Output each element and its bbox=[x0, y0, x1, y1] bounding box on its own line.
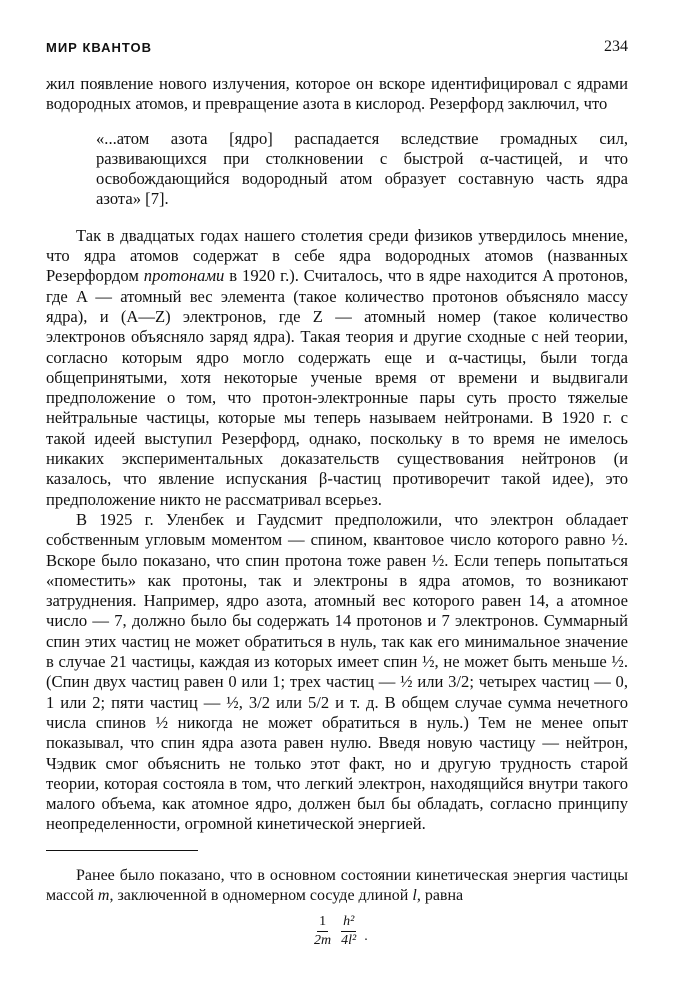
fraction-h2-over-4l2 bbox=[339, 914, 358, 949]
block-quote: «...атом азота [ядро] распадается вследствие громадных сил, развивающихся при столкновении с быстрой α-частицей, и что освобождающийся водородный атом образует составную часть ядра азота» [7]. bbox=[96, 128, 628, 209]
emphasis-protons: протонами bbox=[143, 266, 225, 286]
main-text bbox=[46, 74, 628, 835]
fraction-numerator: 1 bbox=[317, 914, 328, 932]
fraction-denominator: 4l² bbox=[341, 933, 357, 948]
formula-end-dot: . bbox=[364, 928, 368, 944]
kinetic-energy-formula bbox=[312, 914, 368, 949]
footnote-text bbox=[46, 866, 628, 907]
paragraph-protons-start: Так в двадцатых годах нашего столетия среди физиков утвердилось мнение, что ядра атомов содержат в себе ядра водородных атомов (названных Резерфордом bbox=[46, 225, 628, 286]
footnote-text-b: , заключенной в одномерном сосуде длиной bbox=[109, 887, 413, 905]
footnote bbox=[46, 866, 628, 907]
footnote-divider bbox=[46, 850, 198, 851]
paragraph-protons bbox=[46, 226, 628, 510]
fraction-denominator: 2m bbox=[314, 933, 332, 948]
fraction-one-over-2m bbox=[312, 914, 333, 949]
paragraph-spin: В 1925 г. Уленбек и Гаудсмит предположили, что электрон обладает собственным угловым моментом — спином, квантовое число которого равно ½. Вскоре было показано, что спин протона тоже равен ½. Если теперь попытаться «поместить» как протоны, так и электроны в ядра атомов, то возникают затруднения. Например, ядро азота, атомный вес которого равен 14, а атомное число — 7, должно было бы содержать 14 протонов и 7 электронов. Суммарный спин этих частиц не может обратиться в нуль, так как его минимальное значение в случае 21 частицы, каждая из которых имеет спин ½, не может быть меньше ½. (Спин двух частиц равен 0 или 1; трех частиц — ½ или 3/2; четырех частиц — 0, 1 или 2; пяти частиц — ½, 3/2 или 5/2 и т. д. В общем случае сумма нечетного числа спинов ½ никогда не может обратиться в нуль.) Тем не менее опыт показывал, что спин ядра азота равен нулю. Введя новую частицу — нейтрон, Чэдвик смог объяснить не только этот факт, но и другую трудность старой теории, которая состояла в том, что легкий электрон, находящийся внутри такого малого объема, как атомное ядро, должен был бы обладать, согласно принципу неопределенности, огромной кинетической энергией. bbox=[46, 509, 628, 834]
page-number: 234 bbox=[604, 38, 628, 55]
footnote-text-a: Ранее было показано, что в основном состоянии кинетическая энергия частицы массой bbox=[46, 867, 628, 905]
paragraph-continuation: жил появление нового излучения, которое он вскоре идентифицировал с ядрами водородных атомов, и превращение азота в кислород. Резерфорд заключил, что bbox=[46, 74, 628, 114]
footnote-text-c: , равна bbox=[416, 887, 464, 905]
paragraph-protons-rest: в 1920 г.). Считалось, что в ядре находится A протонов, где A — атомный вес элемента (такое количество протонов объясняло массу ядра), и (A—Z) электронов, где Z — атомный номер (такое количество электронов объясняло заряд ядра). Такая теория и другие сходные с ней теории, согласно которым ядро могло содержать еще и α-частицы, были тогда общепринятыми, хотя некоторые ученые время от времени и выдвигали предположение о том, что протон-электронные пары суть просто тяжелые нейтральные частицы, которые мы теперь называем нейтронами. В 1920 г. с такой идеей выступил Резерфорд, однако, поскольку в то время не имелось никаких экспериментальных доказательств существования нейтронов (и казалось, что явление испускания β-частиц противоречит такой идее), это предположение никто не рассматривал всерьез. bbox=[46, 266, 628, 509]
variable-m: m bbox=[97, 887, 110, 905]
running-header-title: МИР КВАНТОВ bbox=[46, 40, 153, 55]
variable-l: l bbox=[412, 887, 417, 905]
fraction-numerator: h² bbox=[341, 914, 356, 932]
